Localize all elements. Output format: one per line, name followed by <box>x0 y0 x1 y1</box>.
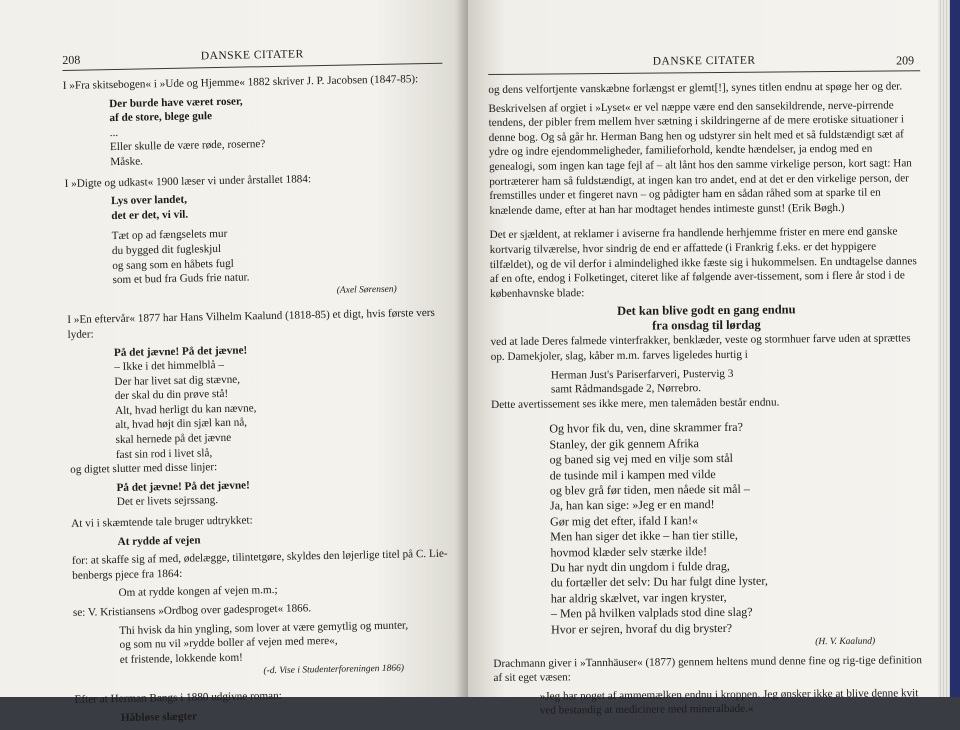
poem-line: Du har nydt din ungdom i fulde drag, <box>550 558 730 575</box>
quote-line: Lys over landet, <box>110 193 188 208</box>
entry-intro: I »Fra skitsebogen« i »Ude og Hjemme« 1882 skriver J. P. Jacobsen (1847-85): <box>62 73 419 92</box>
verse-title: På det jævne! På det jævne! <box>116 479 250 494</box>
paragraph: Dette avertissement ses ikke mere, men talemåden består endnu. <box>491 396 780 411</box>
quote-line: det er det, vi vil. <box>111 208 189 222</box>
paragraph: Beskrivelsen af orgiet i »Lyset« er vel næppe være end den sansekildrende, nerve-pirrende tendens, der pibler frem mellem hver sætning i skildringerne af de mere erotiske situationer i denne bog. Og så går hr. Herman Bang hen og udstyrer sin helt med et så fuldstændigt sæt af ydre og indre ejendommeligheder, familieforhold, kendte hændelser, ja endog med en genealogi, som ingen kan tage fejl af – alt lånt hos den samme virkelige person, kort sagt: Han portræterer ham så fuldstændigt, at ingen kan tro andet, end at det er den virkelige person, der fremstilles under et fingeret navn – og pådigter ham en sådan råhed som at sparke til en knælende dame, efter at han har modtaget hendes intimeste gunst! (Erik Bøgh.) <box>488 99 912 217</box>
verse-line: Tæt op ad fængselets mur <box>111 228 228 243</box>
running-title: DANSKE CITATER <box>200 48 304 63</box>
quote-line: Måske. <box>110 155 144 169</box>
citation: (-d. Vise i Studenterforeningen 1866) <box>263 663 405 677</box>
idiom-title: At rydde af vejen <box>117 534 201 548</box>
entry-text: for: at skaffe sig af med, ødelægge, tilintetgøre, skyldes den løjerlige titel på C. Lie-benbergs pjece fra 1864: <box>71 547 448 582</box>
poem-line: Stanley, der gik gennem Afrika <box>549 435 700 452</box>
verse-line: der skal du din prøve stå! <box>114 388 229 403</box>
verse-line: Det er livets sejrssang. <box>116 494 219 509</box>
verse-line: du bygged dit fugleskjul <box>111 242 222 258</box>
poem-line: de tusinde mil i kampen med vilde <box>549 466 716 482</box>
paragraph: Drachmann giver i »Tannhäuser« (1877) gennem heltens mund denne fine og rig-tige definition af sit eget væsen: <box>493 653 922 685</box>
verse-line: alt, hvad højt din sjæl kan nå, <box>115 416 248 432</box>
verse-title: På det jævne! På det jævne! <box>113 344 248 359</box>
poem-line: hovmod klæder selv stærke ilde! <box>550 543 708 560</box>
verse-line: Der har livet sat dig stævne, <box>114 373 241 388</box>
quote-block <box>109 90 444 169</box>
verse-line: Thi hvisk da hin yngling, som lover at være gemytlig og munter, <box>119 619 409 637</box>
citation: (H. V. Kaalund) <box>815 636 876 648</box>
verse-block <box>114 339 450 462</box>
poem-block <box>549 418 925 637</box>
idiom-title: Håbløse slægter <box>120 710 198 724</box>
advert-title <box>490 302 922 336</box>
verse-line: fast sin rod i livet slå, <box>115 446 213 461</box>
poem-line: Ja, han kan sige: »Jeg er en mand! <box>549 497 715 513</box>
left-page <box>0 0 468 724</box>
quote-line: ... <box>109 126 119 139</box>
right-page <box>468 0 938 717</box>
quote-line: Der burde have været roser, <box>109 95 243 110</box>
left-page-content <box>62 37 455 730</box>
page-number: 209 <box>896 53 915 68</box>
quote-line: af de store, blege gule <box>109 110 213 125</box>
left-running-header <box>62 37 442 71</box>
advert-title-line: Det kan blive godt en gang endnu <box>616 302 796 319</box>
verse-block <box>119 617 454 667</box>
verse-line: som et bud fra Guds frie natur. <box>112 271 250 287</box>
poem-line: – Men på hvilken valplads stod dine slag? <box>550 604 753 621</box>
entry-intro: At vi i skæmtende tale bruger udtrykket: <box>71 514 253 530</box>
verse-block <box>112 223 447 288</box>
quote-line: Om at rydde kongen af vejen m.m.; <box>118 584 278 600</box>
entry-text: se: V. Kristiansens »Ordbog over gadesproget« 1866. <box>72 602 312 619</box>
verse-line: Alt, hvad herligt du kan nævne, <box>114 402 257 417</box>
address-line: samt Rådmandsgade 2, Nørrebro. <box>550 382 702 396</box>
quote-line: Eller skulle de være røde, roserne? <box>109 138 266 154</box>
verse-line: og som nu vil »rydde boller af vejen med mere«, <box>119 635 338 652</box>
advert-title-line: fra onsdag til lørdag <box>652 317 761 333</box>
poem-line: Hvor er sejren, hvoraf du dig bryster? <box>551 620 733 637</box>
address-block <box>551 365 923 397</box>
page-number: 208 <box>62 53 81 68</box>
poem-line: Og hvor fik du, ven, dine skrammer fra? <box>549 420 743 436</box>
verse-line: og sang som en håbets fugl <box>112 257 234 272</box>
paragraph: ved at lade Deres falmede vinterfrakker, benklæder, veste og stormhuer farve uden at sprættes op. Damekjoler, slag, kåber m.m. farves ligeledes hurtig i <box>490 332 911 363</box>
verse-line: skal hernede på det jævne <box>115 431 232 447</box>
verse-line: – Ikke i det himmelblå – <box>114 359 224 374</box>
poem-line: og blev grå før tiden, men nåede sit mål – <box>549 481 750 498</box>
citation: (Axel Sørensen) <box>336 284 397 296</box>
entry-text: og digtet slutter med disse linjer: <box>70 461 218 477</box>
running-title: DANSKE CITATER <box>652 55 756 68</box>
quote-paragraph: »Jeg har noget af ammemælken endnu i kroppen. Jeg ønsker ikke at blive denne kvit ved bestandig at medicinere med mineralbade.« <box>539 687 919 717</box>
entry-intro: I »Digte og udkast« 1900 læser vi under årstallet 1884: <box>64 172 312 190</box>
poem-line: du fortæller det selv: Du har fulgt dine lyster, <box>550 573 768 590</box>
paragraph: Det er sjældent, at reklamer i aviserne fra handlende herhjemme frister en mere end ganske kortvarig tilværelse, hvor sindrig de end er affattede (i Frankrig f.eks. er det hyppigere tilfældet), og de vil derfor i almindelighed ikke fæste sig i hukommelsen. En undtagelse dannes af en ofte, endog i Folketinget, citeret like af følgende aver-tissement, som i flere år stod i de københavnske blade: <box>489 225 917 300</box>
poem-line: Men han siger det ikke – han tier stille, <box>550 527 738 544</box>
verse-line: et fristende, lokkende kom! <box>119 651 243 666</box>
poem-line: har aldrig skælvet, var ingen kryster, <box>550 589 727 606</box>
paragraph: og dens velfortjente vanskæbne forlængst er glemt[!], synes titlen endnu at spøge her og der. <box>488 80 903 96</box>
right-running-header <box>488 44 920 75</box>
entry-intro: I »En eftervår« 1877 har Hans Vilhelm Kaalund (1818-85) et digt, hvis første vers lyder: <box>67 307 435 341</box>
book-cover-edge <box>950 0 960 697</box>
right-page-content <box>488 44 926 723</box>
entry-intro: Efter at Herman Bangs i 1880 udgivne roman: <box>74 689 282 706</box>
poem-line: Gør mig det efter, ifald I kan!« <box>550 512 698 529</box>
address-line: Herman Just's Pariserfarveri, Pustervig 3 <box>550 367 734 381</box>
poem-line: og baned sig vej med en vilje som stål <box>549 450 733 467</box>
